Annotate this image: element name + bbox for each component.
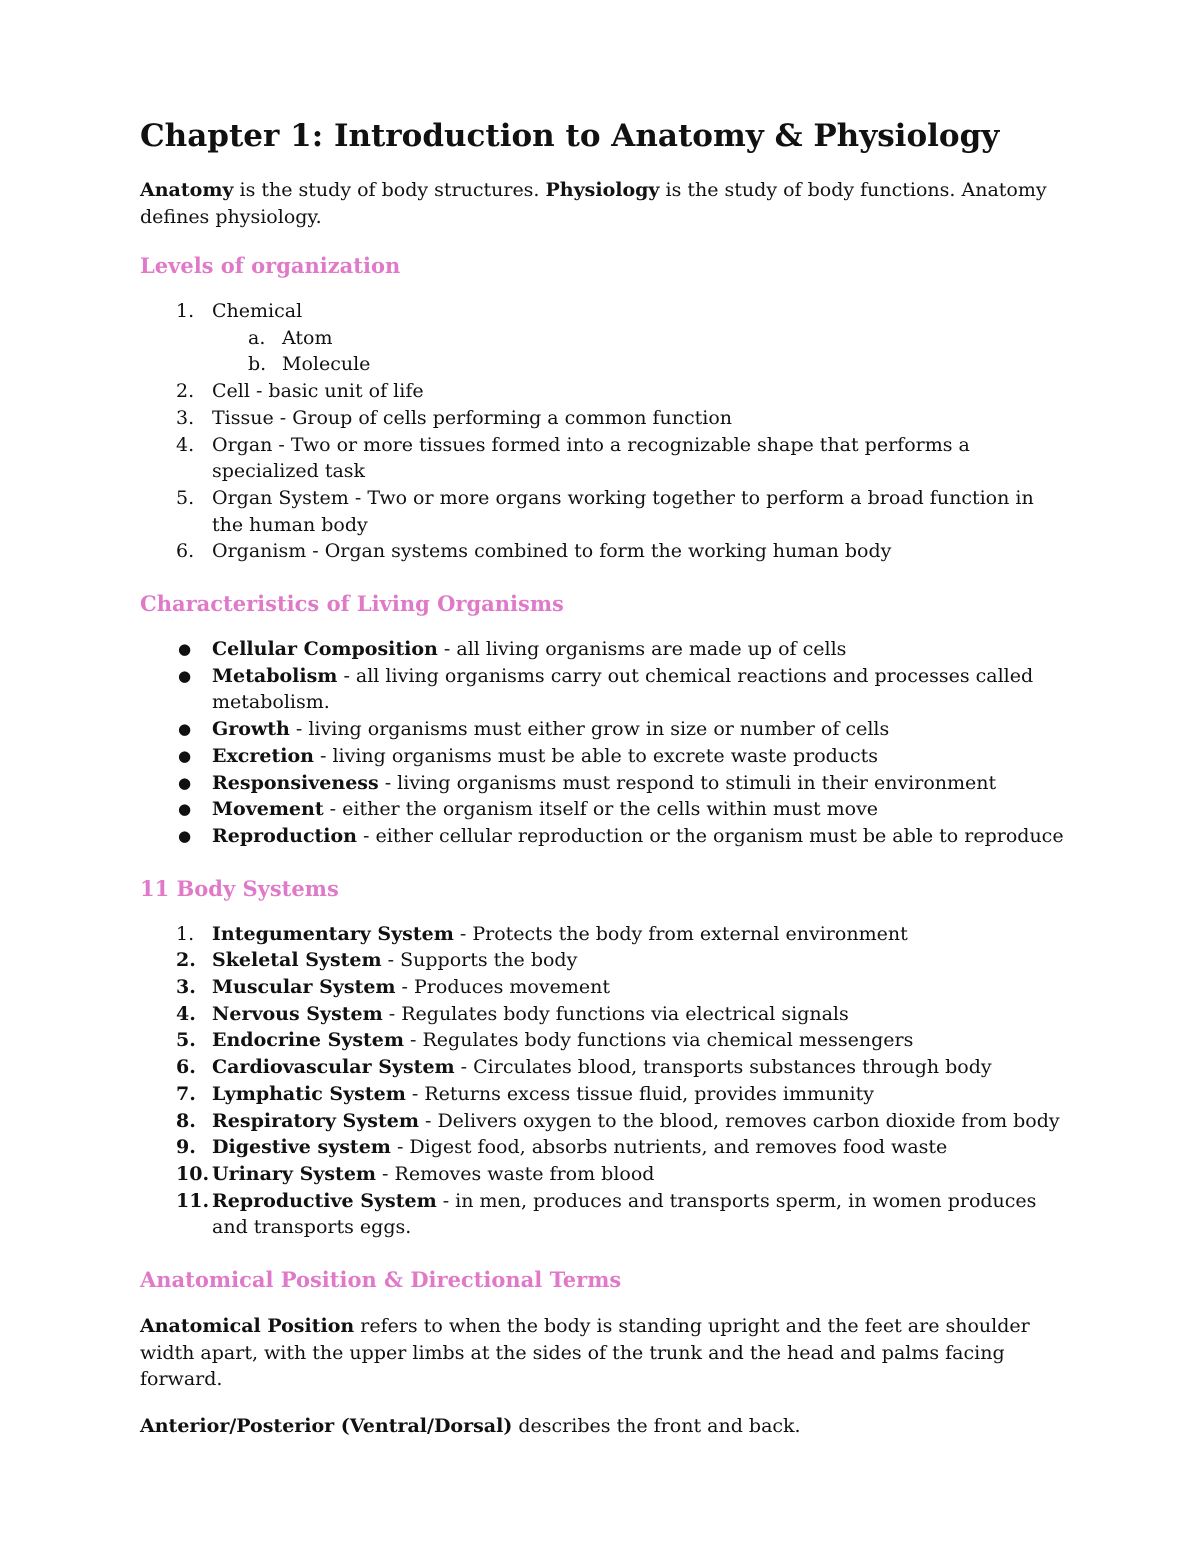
list-item <box>140 716 1070 743</box>
bullet-icon: ● <box>178 666 192 685</box>
heading-characteristics: Characteristics of Living Organisms <box>140 591 564 617</box>
item-desc: - Protects the body from external environment <box>453 922 908 945</box>
item-term: Digestive system <box>212 1136 391 1159</box>
item-desc: - Produces movement <box>395 976 610 999</box>
anterior-posterior-paragraph <box>140 1413 1070 1440</box>
list-item <box>140 1001 1070 1028</box>
list-item <box>140 770 1070 797</box>
list-text: Tissue - Group of cells performing a common function <box>212 406 733 429</box>
list-item <box>140 1108 1070 1135</box>
list-number: 4. <box>176 1002 196 1025</box>
list-number: 6. <box>176 540 195 563</box>
characteristics-list <box>140 636 1070 850</box>
item-term: Urinary System <box>212 1162 377 1185</box>
bullet-icon: ● <box>178 640 192 659</box>
list-number: 5. <box>176 486 195 509</box>
item-term: Reproduction <box>212 824 357 847</box>
bullet-icon: ● <box>178 746 192 765</box>
list-item <box>140 636 1070 663</box>
item-desc: - Returns excess tissue fluid, provides immunity <box>405 1082 874 1105</box>
page-title: Chapter 1: Introduction to Anatomy & Physiology <box>140 118 1000 154</box>
item-desc: refers to when the body is standing upright and the feet are shoulder width apart, with the upper limbs at the sides of the trunk and the head and palms facing forward. <box>140 1315 1030 1391</box>
item-desc: - Circulates blood, transports substances through body <box>454 1056 992 1079</box>
list-item <box>140 1161 1070 1188</box>
list-number: 11. <box>176 1189 210 1212</box>
bullet-icon: ● <box>178 773 192 792</box>
item-desc: - either cellular reproduction or the organism must be able to reproduce <box>357 824 1064 847</box>
list-item <box>140 743 1070 770</box>
list-item <box>140 1054 1070 1081</box>
list-number: 5. <box>176 1029 196 1052</box>
list-number: 9. <box>176 1136 196 1159</box>
list-number: b. <box>248 353 267 376</box>
item-term: Cardiovascular System <box>212 1056 455 1079</box>
item-term: Growth <box>212 718 290 741</box>
list-item <box>140 298 1070 325</box>
list-number: 2. <box>176 949 196 972</box>
item-term: Endocrine System <box>212 1029 404 1052</box>
list-item <box>140 432 1070 485</box>
list-number: 7. <box>176 1082 196 1105</box>
item-term: Muscular System <box>212 976 396 999</box>
list-number: 3. <box>176 976 196 999</box>
item-desc: - all living organisms are made up of cells <box>437 638 847 661</box>
bullet-icon: ● <box>178 800 192 819</box>
list-item <box>140 485 1070 538</box>
list-text: Organ - Two or more tissues formed into a recognizable shape that performs a specialized task <box>212 433 970 483</box>
list-number: a. <box>248 326 266 349</box>
item-term: Excretion <box>212 744 314 767</box>
item-desc: - Removes waste from blood <box>376 1162 655 1185</box>
list-item <box>140 351 1070 378</box>
item-desc: - all living organisms carry out chemical reactions and processes called metabolism. <box>212 664 1034 714</box>
intro-text-1: is the study of body structures. <box>233 179 546 201</box>
list-number: 6. <box>176 1056 196 1079</box>
list-item <box>140 974 1070 1001</box>
list-item <box>140 947 1070 974</box>
body-systems-list <box>140 921 1070 1241</box>
item-term: Anterior/Posterior (Ventral/Dorsal) <box>140 1414 513 1437</box>
intro-paragraph <box>140 177 1070 230</box>
list-item <box>140 325 1070 352</box>
item-term: Responsiveness <box>212 771 379 794</box>
list-number: 10. <box>176 1162 210 1185</box>
item-term: Metabolism <box>212 664 338 687</box>
list-number: 3. <box>176 406 195 429</box>
item-term: Skeletal System <box>212 949 382 972</box>
list-item <box>140 405 1070 432</box>
list-item <box>140 663 1070 716</box>
item-desc: - Delivers oxygen to the blood, removes carbon dioxide from body <box>418 1109 1060 1132</box>
list-item <box>140 538 1070 565</box>
list-item <box>140 1134 1070 1161</box>
anatomical-position-paragraph <box>140 1313 1070 1393</box>
heading-body-systems: 11 Body Systems <box>140 875 339 901</box>
list-text: Organism - Organ systems combined to form the working human body <box>212 540 892 563</box>
list-item <box>140 921 1070 948</box>
list-number: 4. <box>176 433 195 456</box>
item-desc: describes the front and back. <box>512 1414 801 1437</box>
list-item <box>140 1188 1070 1241</box>
item-term: Respiratory System <box>212 1109 419 1132</box>
list-item <box>140 796 1070 823</box>
item-desc: - either the organism itself or the cells within must move <box>323 798 879 821</box>
item-term: Lymphatic System <box>212 1082 406 1105</box>
list-number: 8. <box>176 1109 196 1132</box>
heading-anatomical-position: Anatomical Position & Directional Terms <box>140 1267 622 1293</box>
item-term: Anatomical Position <box>140 1315 355 1338</box>
term-physiology: Physiology <box>545 179 660 201</box>
item-term: Cellular Composition <box>212 638 438 661</box>
term-anatomy: Anatomy <box>140 179 234 201</box>
list-item <box>140 378 1070 405</box>
item-desc: - living organisms must either grow in size or number of cells <box>289 718 890 741</box>
list-text: Atom <box>282 326 333 349</box>
item-desc: - living organisms must be able to excrete waste products <box>313 744 879 767</box>
list-text: Chemical <box>212 300 303 322</box>
item-desc: - Supports the body <box>381 949 578 972</box>
list-number: 1. <box>176 922 195 945</box>
document-page <box>140 116 1070 1439</box>
item-term: Reproductive System <box>212 1189 437 1212</box>
list-text: Organ System - Two or more organs working together to perform a broad function in the human body <box>212 486 1034 536</box>
list-item <box>140 1081 1070 1108</box>
bullet-icon: ● <box>178 720 192 739</box>
levels-list <box>140 298 1070 565</box>
item-term: Movement <box>212 798 324 821</box>
bullet-icon: ● <box>178 826 192 845</box>
item-term: Nervous System <box>212 1002 383 1025</box>
intro-text-2: is the study of body functions. Anatomy defines physiology. <box>140 179 1047 228</box>
item-desc: - Digest food, absorbs nutrients, and removes food waste <box>390 1136 948 1159</box>
list-item <box>140 823 1070 850</box>
heading-levels: Levels of organization <box>140 253 401 278</box>
list-text: Cell - basic unit of life <box>212 380 424 403</box>
item-desc: - Regulates body functions via chemical messengers <box>404 1029 914 1052</box>
list-item <box>140 1027 1070 1054</box>
item-term: Integumentary System <box>212 922 454 945</box>
list-number: 2. <box>176 380 195 403</box>
item-desc: - living organisms must respond to stimuli in their environment <box>378 771 997 794</box>
list-text: Molecule <box>282 353 371 376</box>
list-number: 1. <box>176 300 195 322</box>
item-desc: - in men, produces and transports sperm, in women produces and transports eggs. <box>212 1189 1037 1239</box>
item-desc: - Regulates body functions via electrical signals <box>382 1002 849 1025</box>
